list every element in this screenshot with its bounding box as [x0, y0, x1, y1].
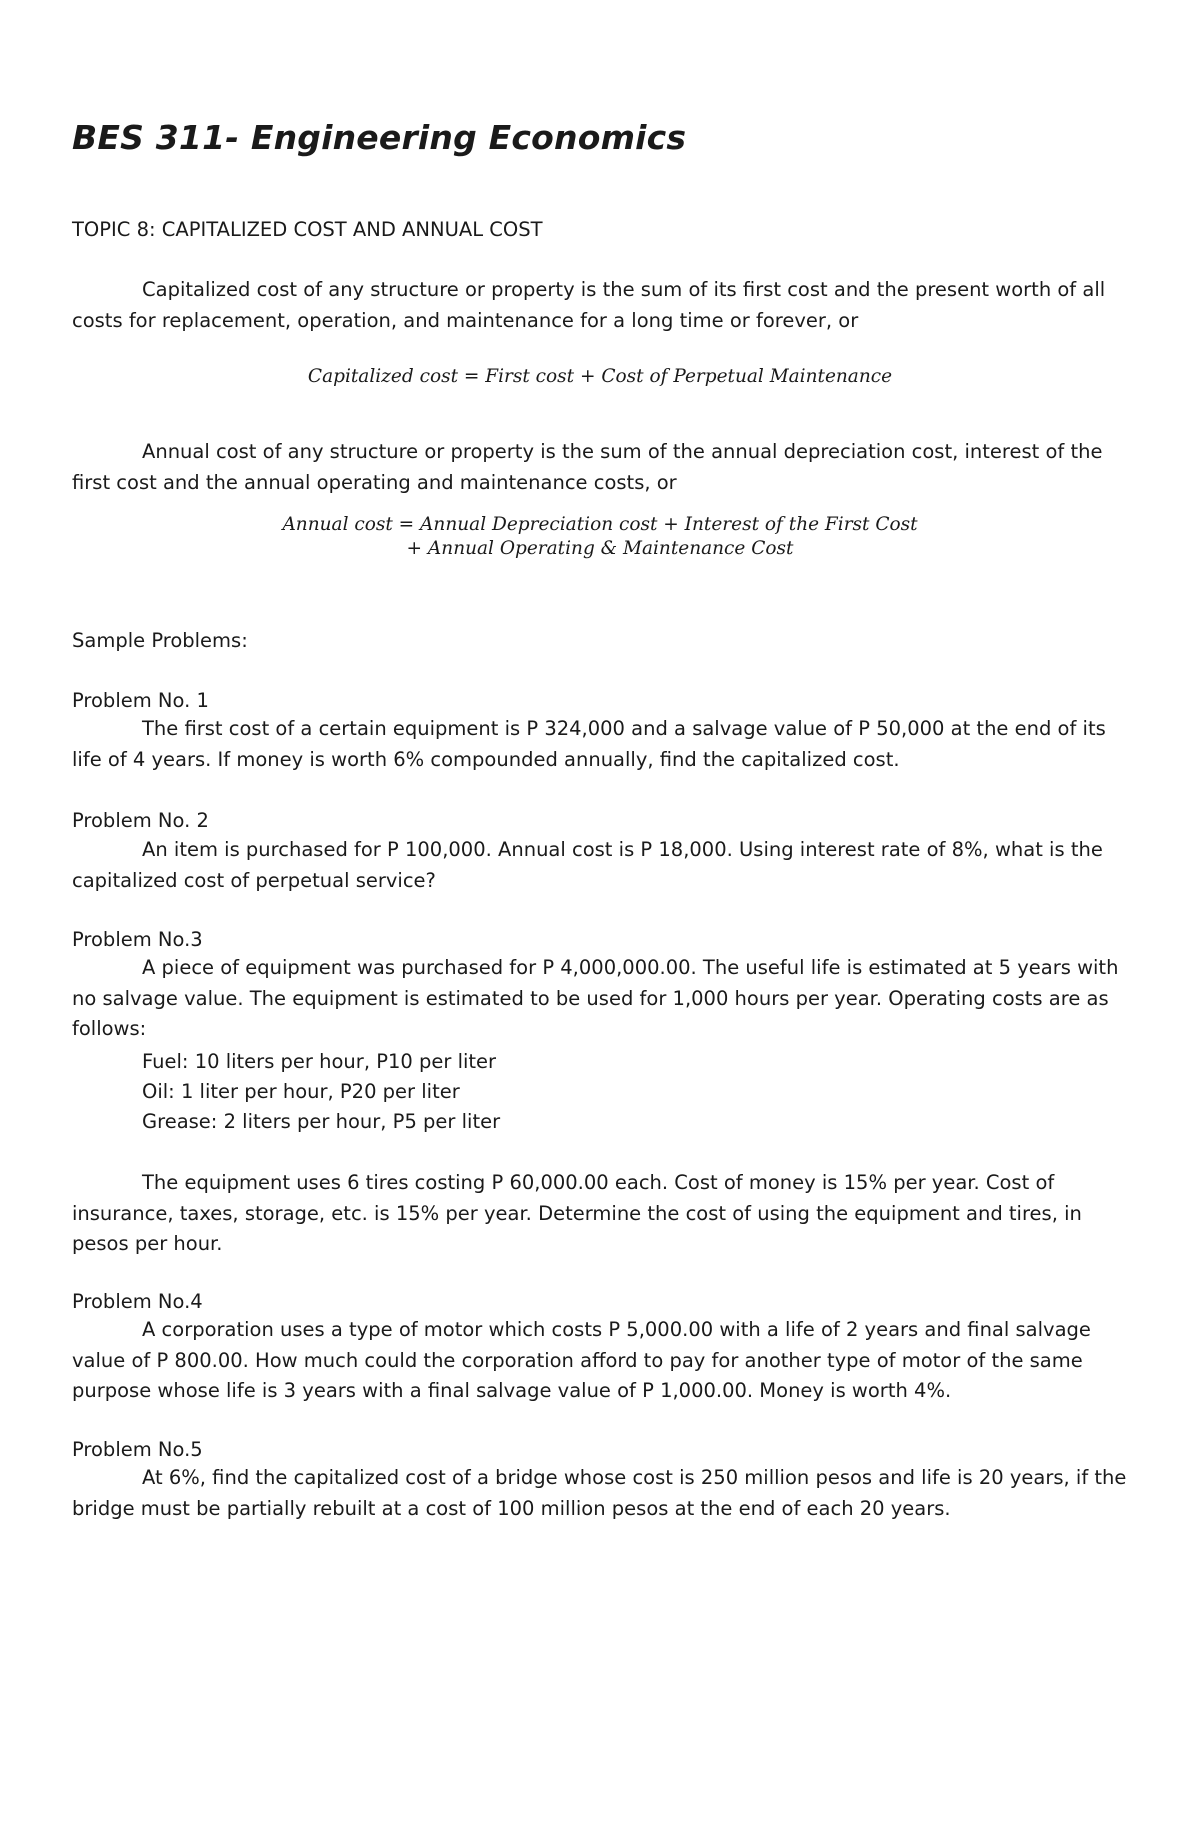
sample-problems-heading: Sample Problems: [72, 629, 248, 652]
problem-3-item-fuel: Fuel: 10 liters per hour, P10 per liter [142, 1050, 497, 1073]
problem-2-label: Problem No. 2 [72, 809, 209, 832]
annual-cost-formula-line2: + Annual Operating & Maintenance Cost [406, 538, 794, 559]
problem-2-text: An item is purchased for P 100,000. Annual cost is P 18,000. Using interest rate of 8%, what is the capitalized cost of perpetual service? [72, 838, 1103, 892]
problem-3-item-oil: Oil: 1 liter per hour, P20 per liter [142, 1080, 460, 1103]
annual-cost-formula-line1: Annual cost = Annual Depreciation cost + Interest of the First Cost [282, 514, 918, 535]
problem-3-text: A piece of equipment was purchased for P 4,000,000.00. The useful life is estimated at 5 years with no salvage value. The equipment is estimated to be used for 1,000 hours per year. Operating costs are as follows: [72, 956, 1119, 1040]
problem-3-text2: The equipment uses 6 tires costing P 60,000.00 each. Cost of money is 15% per year. Cost of insurance, taxes, storage, etc. is 15% per year. Determine the cost of using the equipment and tires, in pesos per hour. [72, 1171, 1082, 1255]
problem-3-item-grease: Grease: 2 liters per hour, P5 per liter [142, 1110, 501, 1133]
problem-4-label: Problem No.4 [72, 1290, 203, 1313]
problem-5-label: Problem No.5 [72, 1438, 203, 1461]
capitalized-cost-formula: Capitalized cost = First cost + Cost of Perpetual Maintenance [307, 366, 893, 387]
problem-1-text: The first cost of a certain equipment is P 324,000 and a salvage value of P 50,000 at the end of its life of 4 years. If money is worth 6% compounded annually, find the capitalized cost. [72, 717, 1106, 771]
topic-heading: TOPIC 8: CAPITALIZED COST AND ANNUAL COST [72, 218, 543, 241]
problem-3-label: Problem No.3 [72, 928, 203, 951]
annual-cost-definition: Annual cost of any structure or property is the sum of the annual depreciation cost, interest of the first cost and the annual operating and maintenance costs, or [72, 440, 1103, 494]
problem-1-label: Problem No. 1 [72, 689, 209, 712]
capitalized-cost-definition: Capitalized cost of any structure or property is the sum of its first cost and the present worth of all costs for replacement, operation, and maintenance for a long time or forever, or [72, 278, 1106, 332]
problem-5-text: At 6%, find the capitalized cost of a bridge whose cost is 250 million pesos and life is 20 years, if the bridge must be partially rebuilt at a cost of 100 million pesos at the end of each 20 years. [72, 1466, 1127, 1520]
document-title: BES 311- Engineering Economics [72, 118, 687, 157]
problem-4-text: A corporation uses a type of motor which costs P 5,000.00 with a life of 2 years and final salvage value of P 800.00. How much could the corporation afford to pay for another type of motor of the same purpose whose life is 3 years with a final salvage value of P 1,000.00. Money is worth 4%. [72, 1318, 1091, 1402]
